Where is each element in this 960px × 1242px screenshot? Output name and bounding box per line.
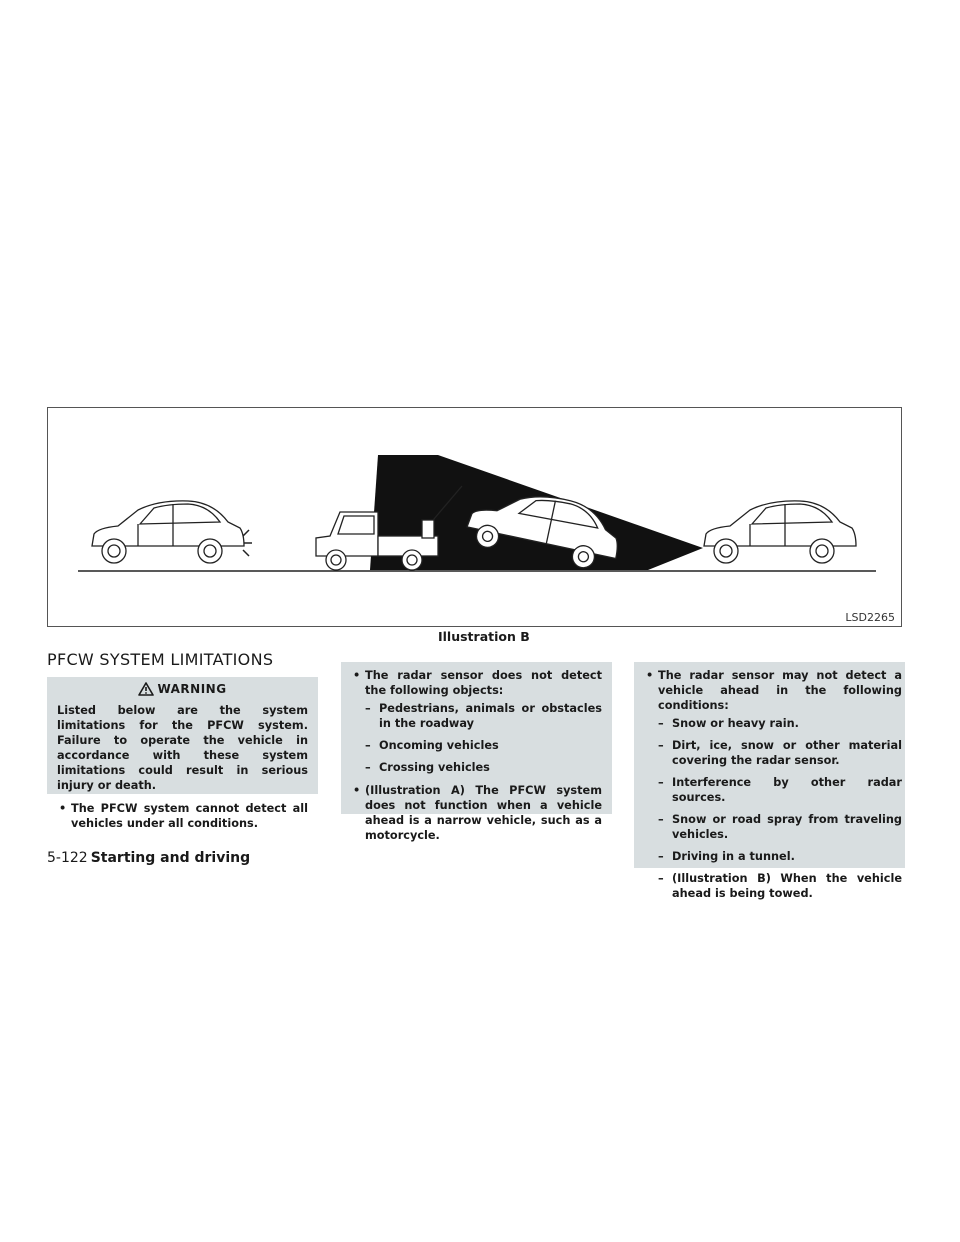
warning-header bbox=[57, 677, 308, 701]
sub-item: – Dirt, ice, snow or other material covering the radar sensor. bbox=[644, 738, 902, 768]
sub-item: – Driving in a tunnel. bbox=[644, 849, 902, 864]
bullet-radar-may-not-detect: • The radar sensor may not detect a vehicle ahead in the following conditions: bbox=[644, 668, 902, 713]
figure-caption: Illustration B bbox=[438, 629, 530, 644]
own-vehicle-icon bbox=[92, 501, 244, 563]
radar-signal-icon bbox=[243, 530, 252, 556]
sub-item: – Pedestrians, animals or obstacles in the roadway bbox=[351, 701, 602, 731]
limitations-box-right bbox=[634, 662, 905, 900]
page-number: 5-122 bbox=[47, 850, 88, 866]
illustration-figure bbox=[47, 407, 902, 627]
sub-item: – Snow or road spray from traveling vehicles. bbox=[644, 812, 902, 842]
warning-box bbox=[47, 677, 318, 830]
limitations-box-middle bbox=[341, 662, 612, 842]
warning-triangle-icon bbox=[138, 682, 154, 696]
sub-item: – Interference by other radar sources. bbox=[644, 775, 902, 805]
bullet-radar-not-detect: • The radar sensor does not detect the following objects: bbox=[351, 668, 602, 698]
vehicle-ahead-icon bbox=[704, 501, 856, 563]
sub-item: – Crossing vehicles bbox=[351, 760, 602, 775]
warning-heading: WARNING bbox=[157, 681, 227, 696]
towing-scene-illustration bbox=[48, 408, 903, 628]
sub-item: – Oncoming vehicles bbox=[351, 738, 602, 753]
section-title: PFCW SYSTEM LIMITATIONS bbox=[47, 650, 274, 669]
page-footer bbox=[47, 850, 250, 866]
bullet-narrow-vehicle: • (Illustration A) The PFCW system does not function when a vehicle ahead is a narrow vehicle, such as a motorcycle. bbox=[351, 783, 602, 843]
sub-item: – (Illustration B) When the vehicle ahead is being towed. bbox=[644, 871, 902, 901]
warning-bullet: • The PFCW system cannot detect all vehicles under all conditions. bbox=[57, 801, 308, 831]
sub-item: – Snow or heavy rain. bbox=[644, 716, 902, 731]
warning-text: Listed below are the system limitations for the PFCW system. Failure to operate the vehicle in accordance with these system limitations could result in serious injury or death. bbox=[57, 704, 308, 792]
chapter-title: Starting and driving bbox=[90, 850, 251, 866]
figure-code: LSD2265 bbox=[845, 611, 895, 624]
